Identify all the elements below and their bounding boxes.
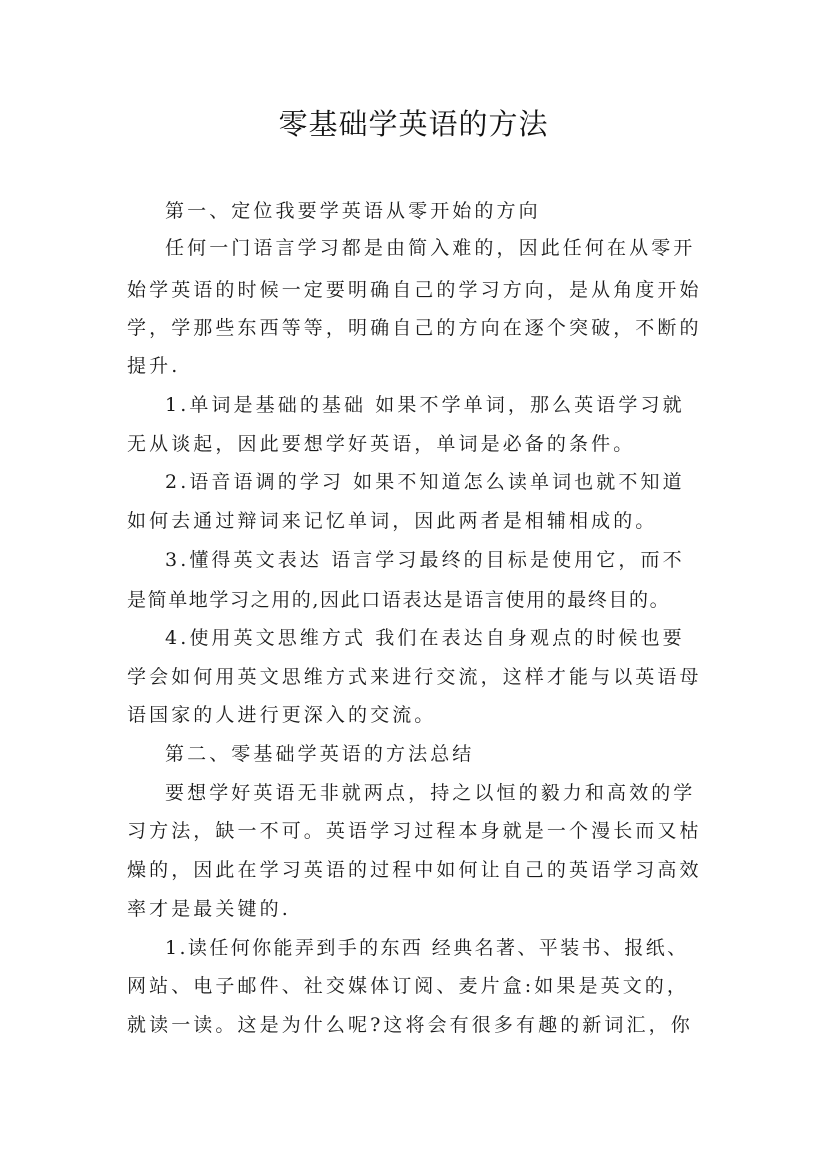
- paragraph-line: 燥的，因此在学习英语的过程中如何让自己的英语学习高效: [127, 859, 702, 881]
- section-heading: 第一、定位我要学英语从零开始的方向: [165, 200, 541, 222]
- list-item-line: 4.使用英文思维方式 我们在表达自身观点的时候也要: [165, 627, 685, 649]
- paragraph-line: 就读一读。这是为什么呢?这将会有很多有趣的新词汇，你: [127, 1014, 693, 1036]
- paragraph-line: 学会如何用英文思维方式来进行交流，这样才能与以英语母: [127, 666, 702, 688]
- paragraph-line: 任何一门语言学习都是由简入难的，因此任何在从零开: [165, 237, 696, 259]
- list-item-line: 1.读任何你能弄到手的东西 经典名著、平装书、报纸、: [165, 937, 689, 959]
- paragraph-line: 网站、电子邮件、社交媒体订阅、麦片盒:如果是英文的，: [127, 975, 690, 997]
- paragraph-line: 要想学好英语无非就两点，持之以恒的毅力和高效的学: [165, 782, 696, 804]
- paragraph-line: 语国家的人进行更深入的交流。: [127, 704, 437, 726]
- paragraph-line: 无从谈起，因此要想学好英语，单词是必备的条件。: [127, 433, 636, 455]
- paragraph-line: 始学英语的时候一定要明确自己的学习方向，是从角度开始: [127, 279, 702, 301]
- list-item-line: 1.单词是基础的基础 如果不学单词，那么英语学习就: [165, 394, 685, 416]
- paragraph-line: 是简单地学习之用的,因此口语表达是语言使用的最终目的。: [127, 589, 671, 611]
- list-item-line: 3.懂得英文表达 语言学习最终的目标是使用它，而不: [165, 549, 685, 571]
- paragraph-line: 习方法，缺一不可。英语学习过程本身就是一个漫长而又枯: [127, 820, 702, 842]
- paragraph-line: 如何去通过辩词来记忆单词，因此两者是相辅相成的。: [127, 510, 658, 532]
- document-title: 零基础学英语的方法: [278, 107, 549, 141]
- paragraph-line: 学，学那些东西等等，明确自己的方向在逐个突破，不断的: [127, 317, 702, 339]
- paragraph-line: 提升.: [127, 355, 181, 377]
- section-heading: 第二、零基础学英语的方法总结: [165, 743, 475, 765]
- list-item-line: 2.语音语调的学习 如果不知道怎么读单词也就不知道: [165, 471, 685, 493]
- paragraph-line: 率才是最关键的.: [127, 898, 291, 920]
